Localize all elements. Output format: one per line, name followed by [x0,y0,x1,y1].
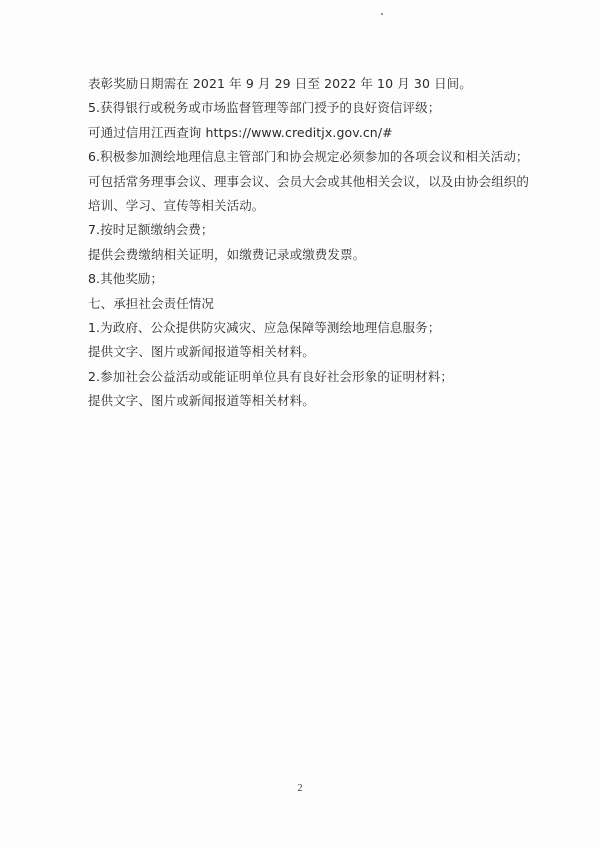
list-item-8: 8.其他奖励； [88,271,164,287]
list-item-7: 7.按时足额缴纳会费； [88,222,214,238]
body-line: 提供文字、图片或新闻报道等相关材料。 [88,393,315,409]
list-item-2: 2.参加社会公益活动或能证明单位具有良好社会形象的证明材料； [88,368,453,384]
body-line: 提供文字、图片或新闻报道等相关材料。 [88,344,315,360]
body-line: 表彰奖励日期需在 2021 年 9 月 29 日至 2022 年 10 月 30 日间。 [88,76,472,91]
list-item-6: 6.积极参加测绘地理信息主管部门和协会规定必须参加的各项会议和相关活动； [88,149,529,165]
body-line: 可包括常务理事会议、理事会议、会员大会或其他相关会议，以及由协会组织的 [88,173,530,189]
body-line: 培训、学习、宣传等相关活动。 [88,197,265,213]
list-item-1: 1.为政府、公众提供防灾减灾、应急保障等测绘地理信息服务； [88,319,441,335]
document-body [88,72,528,413]
body-line: 可通过信用江西查询 https://www.creditjx.gov.cn/# [88,124,393,140]
list-item-5: 5.获得银行或税务或市场监督管理等部门授予的良好资信评级； [88,100,441,116]
page-number: 2 [297,783,303,794]
section-heading: 七、承担社会责任情况 [88,295,215,311]
scan-speck [381,13,383,15]
body-line: 提供会费缴纳相关证明，如缴费记录或缴费发票。 [88,246,366,262]
